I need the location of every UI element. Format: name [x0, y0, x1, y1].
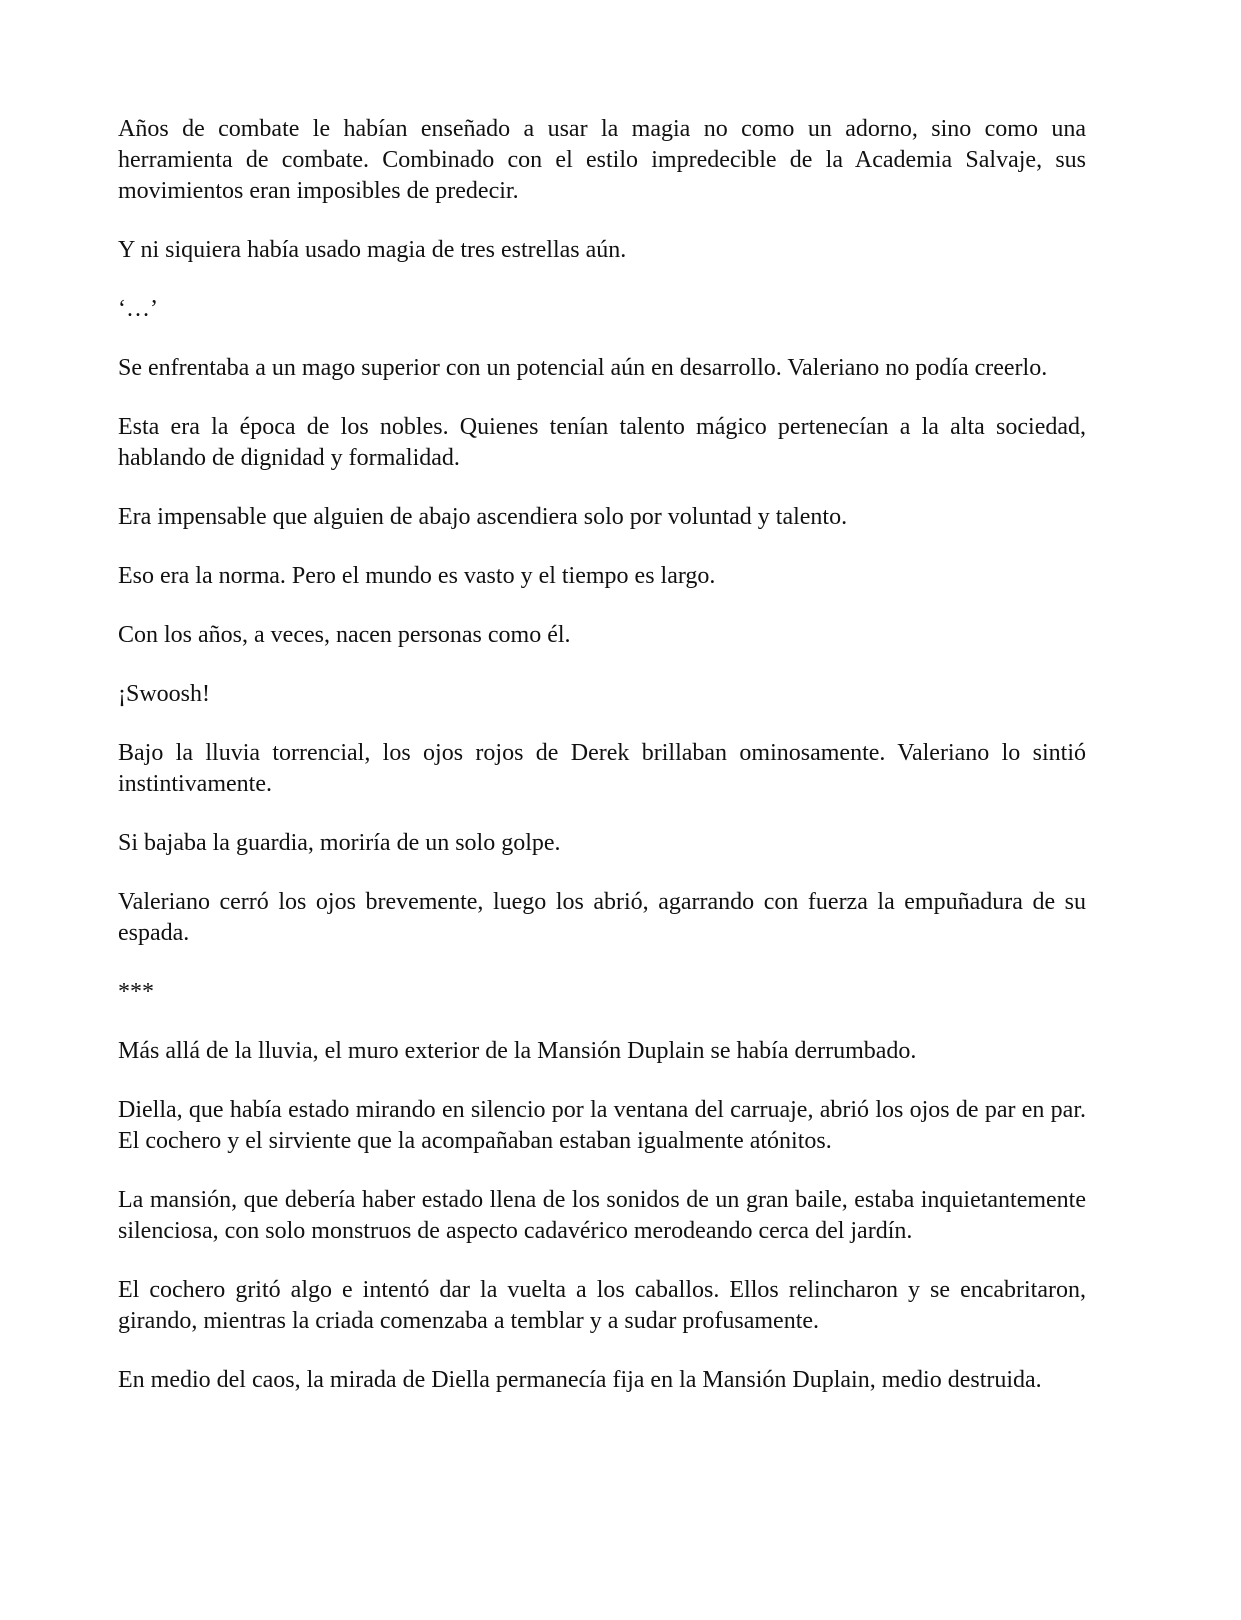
- paragraph: Se enfrentaba a un mago superior con un potencial aún en desarrollo. Valeriano no podía creerlo.: [118, 355, 1048, 381]
- paragraph: ¡Swoosh!: [118, 681, 211, 707]
- paragraph: Era impensable que alguien de abajo ascendiera solo por voluntad y talento.: [118, 504, 848, 530]
- paragraph: En medio del caos, la mirada de Diella permanecía fija en la Mansión Duplain, medio destruida.: [118, 1367, 1042, 1393]
- paragraph: Diella, que había estado mirando en silencio por la ventana del carruaje, abrió los ojos de par en par. El cochero y el sirviente que la acompañaban estaban igualmente atónitos.: [118, 1097, 1086, 1154]
- paragraph: Años de combate le habían enseñado a usar la magia no como un adorno, sino como una herramienta de combate. Combinado con el estilo impredecible de la Academia Salvaje, sus movimientos eran imposibles de predecir.: [118, 116, 1086, 204]
- paragraph: Bajo la lluvia torrencial, los ojos rojos de Derek brillaban ominosamente. Valeriano lo sintió instintivamente.: [118, 740, 1086, 797]
- paragraph: ‘…’: [118, 296, 158, 322]
- paragraph: Valeriano cerró los ojos brevemente, luego los abrió, agarrando con fuerza la empuñadura de su espada.: [118, 889, 1086, 946]
- paragraph: Si bajaba la guardia, moriría de un solo golpe.: [118, 830, 561, 856]
- paragraph: La mansión, que debería haber estado llena de los sonidos de un gran baile, estaba inquietantemente silenciosa, con solo monstruos de aspecto cadavérico merodeando cerca del jardín.: [118, 1187, 1086, 1244]
- paragraph: Eso era la norma. Pero el mundo es vasto y el tiempo es largo.: [118, 563, 716, 589]
- paragraph: Más allá de la lluvia, el muro exterior de la Mansión Duplain se había derrumbado.: [118, 1038, 917, 1064]
- paragraph: Con los años, a veces, nacen personas como él.: [118, 622, 571, 648]
- paragraph: Esta era la época de los nobles. Quienes tenían talento mágico pertenecían a la alta sociedad, hablando de dignidad y formalidad.: [118, 414, 1086, 471]
- paragraph: El cochero gritó algo e intentó dar la vuelta a los caballos. Ellos relincharon y se encabritaron, girando, mientras la criada comenzaba a temblar y a sudar profusamente.: [118, 1277, 1086, 1334]
- body-text: [118, 114, 1086, 1424]
- paragraph: Y ni siquiera había usado magia de tres estrellas aún.: [118, 237, 627, 263]
- scene-break: ***: [118, 979, 154, 1005]
